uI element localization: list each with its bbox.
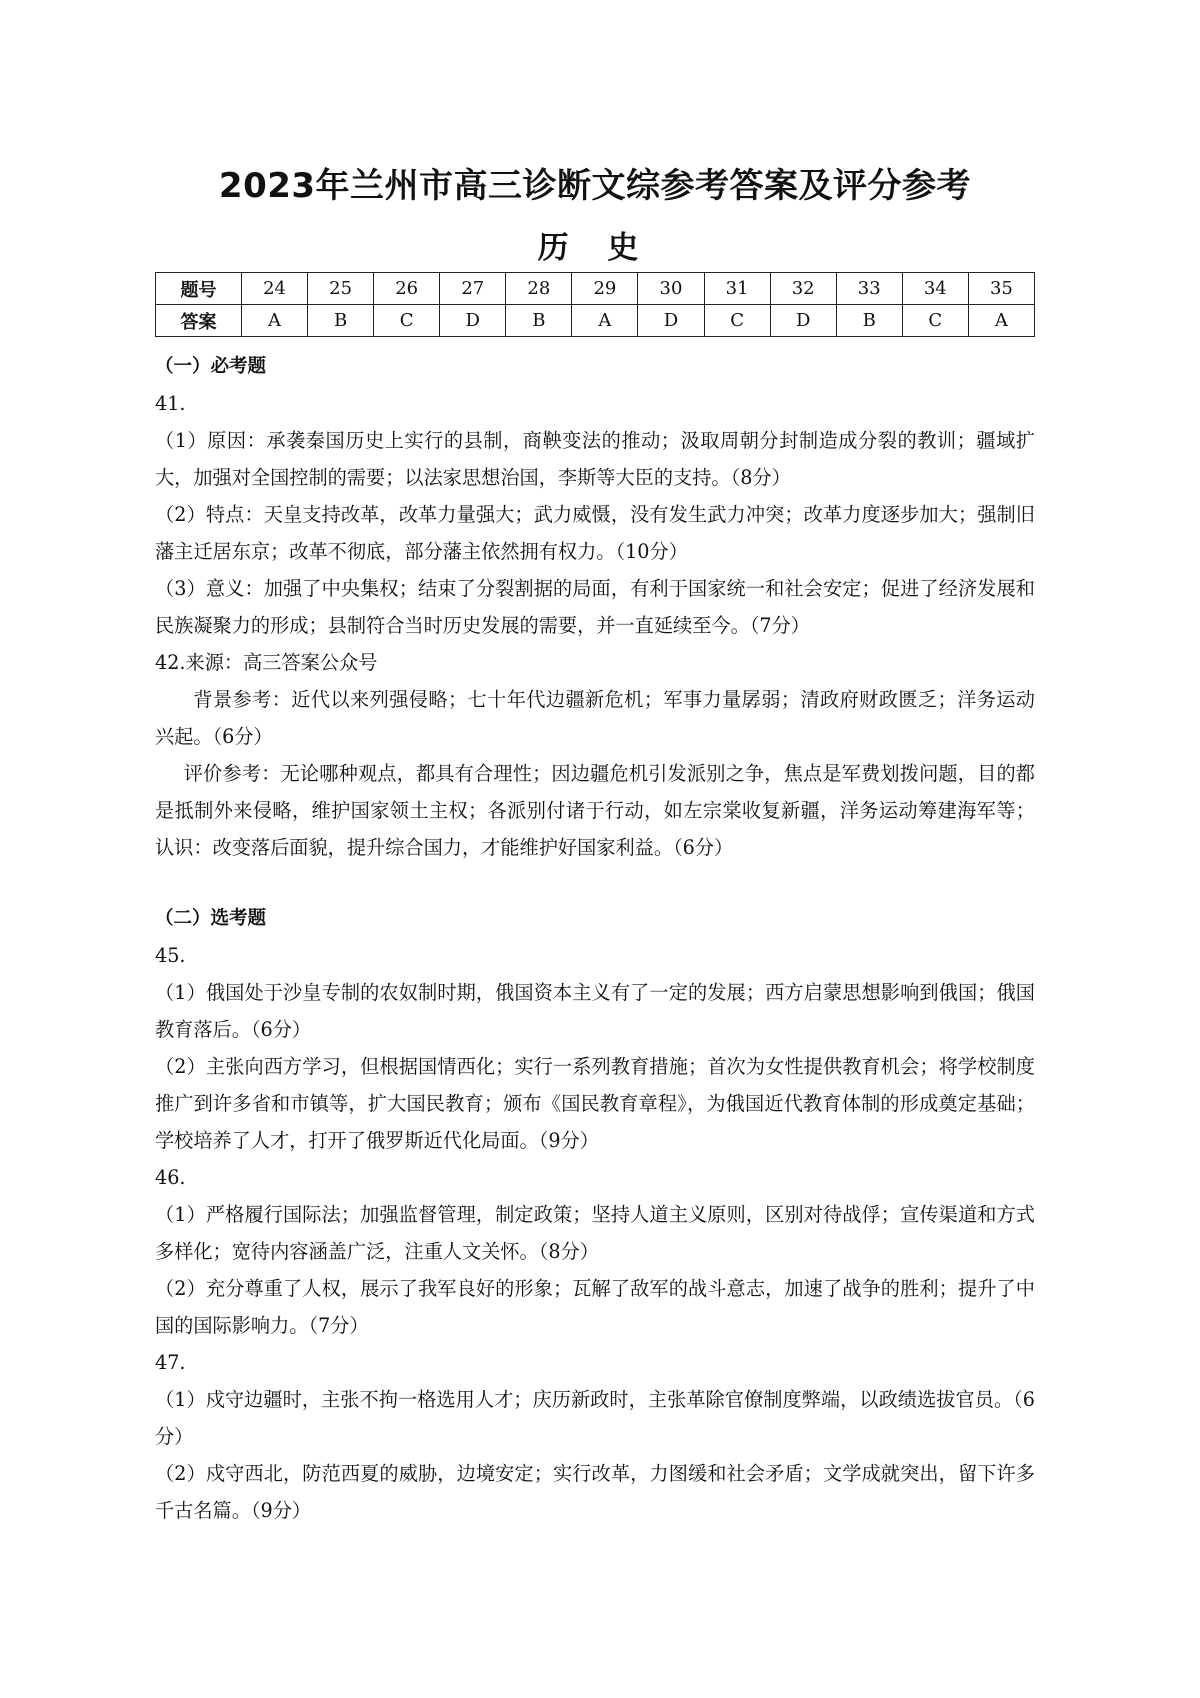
answer-cell: D — [638, 305, 704, 337]
answer-cell: B — [836, 305, 902, 337]
question-number-cell: 31 — [704, 273, 770, 305]
question-number-cell: 24 — [242, 273, 308, 305]
answer-cell: A — [572, 305, 638, 337]
question-number-cell: 26 — [374, 273, 440, 305]
answer-cell: C — [374, 305, 440, 337]
question-number-cell: 28 — [506, 273, 572, 305]
answer-cell: D — [770, 305, 836, 337]
row-label-number: 题号 — [156, 273, 242, 305]
question-number-cell: 25 — [308, 273, 374, 305]
q41-answer-1: （1）原因：承袭秦国历史上实行的县制，商鞅变法的推动；汲取周朝分封制造成分裂的教训；疆域扩大，加强对全国控制的需要；以法家思想治国，李斯等大臣的支持。（8分） — [155, 429, 1035, 489]
question-number-cell: 29 — [572, 273, 638, 305]
question-number-cell: 27 — [440, 273, 506, 305]
question-number-45: 45. — [155, 944, 186, 967]
answer-cell: C — [704, 305, 770, 337]
q41-answer-2: （2）特点：天皇支持改革，改革力量强大；武力威慑，没有发生武力冲突；改革力度逐步加大；强制旧藩主迁居东京；改革不彻底，部分藩主依然拥有权力。（10分） — [155, 503, 1035, 563]
q47-answer-1: （1）戍守边疆时，主张不拘一格选用人才；庆历新政时，主张革除官僚制度弊端，以政绩选拔官员。（6分） — [155, 1388, 1035, 1448]
page-title: 2023年兰州市高三诊断文综参考答案及评分参考 — [218, 166, 972, 206]
question-number-cell: 33 — [836, 273, 902, 305]
question-number-42: 42.来源：高三答案公众号 — [155, 651, 378, 674]
question-number-46: 46. — [155, 1166, 186, 1189]
question-number-41: 41. — [155, 392, 186, 415]
answer-cell: B — [308, 305, 374, 337]
q47-answer-2: （2）戍守西北，防范西夏的威胁，边境安定；实行改革，力图缓和社会矛盾；文学成就突出，留下许多千古名篇。（9分） — [155, 1462, 1035, 1522]
answer-cell: B — [506, 305, 572, 337]
section-heading-optional: （二）选考题 — [155, 908, 267, 929]
q41-answer-3: （3）意义：加强了中央集权；结束了分裂割据的局面，有利于国家统一和社会安定；促进了经济发展和民族凝聚力的形成；县制符合当时历史发展的需要，并一直延续至今。（7分） — [155, 577, 1035, 637]
q45-answer-2: （2）主张向西方学习，但根据国情西化；实行一系列教育措施；首次为女性提供教育机会；将学校制度推广到许多省和市镇等，扩大国民教育；颁布《国民教育章程》，为俄国近代教育体制的形成奠定基础；学校培养了人才，打开了俄罗斯近代化局面。（9分） — [155, 1055, 1035, 1152]
answer-content — [155, 348, 1035, 1529]
question-number-cell: 30 — [638, 273, 704, 305]
section-heading-required: （一）必考题 — [155, 356, 267, 377]
answer-cell: D — [440, 305, 506, 337]
answer-table — [155, 272, 1035, 337]
q42-background: 背景参考：近代以来列强侵略；七十年代边疆新危机；军事力量孱弱；清政府财政匮乏；洋务运动兴起。（6分） — [155, 688, 1035, 748]
question-number-cell: 32 — [770, 273, 836, 305]
question-number-cell: 34 — [902, 273, 968, 305]
answer-cell: A — [968, 305, 1034, 337]
question-number-cell: 35 — [968, 273, 1034, 305]
section-spacer — [155, 866, 1035, 900]
answer-row — [156, 305, 1035, 337]
q46-answer-1: （1）严格履行国际法；加强监督管理，制定政策；坚持人道主义原则，区别对待战俘；宣传渠道和方式多样化；宽待内容涵盖广泛，注重人文关怀。（8分） — [155, 1203, 1035, 1263]
q42-evaluation: 评价参考：无论哪种观点，都具有合理性；因边疆危机引发派别之争，焦点是军费划拨问题，目的都是抵制外来侵略，维护国家领土主权；各派别付诸于行动，如左宗棠收复新疆，洋务运动筹建海军等；认识：改变落后面貌，提升综合国力，才能维护好国家利益。（6分） — [155, 762, 1035, 859]
question-number-row — [156, 273, 1035, 305]
answer-cell: C — [902, 305, 968, 337]
subject-title: 历 史 — [537, 230, 653, 266]
answer-cell: A — [242, 305, 308, 337]
question-number-47: 47. — [155, 1351, 186, 1374]
q45-answer-1: （1）俄国处于沙皇专制的农奴制时期，俄国资本主义有了一定的发展；西方启蒙思想影响到俄国；俄国教育落后。（6分） — [155, 981, 1035, 1041]
row-label-answer: 答案 — [156, 305, 242, 337]
q46-answer-2: （2）充分尊重了人权，展示了我军良好的形象；瓦解了敌军的战斗意志，加速了战争的胜利；提升了中国的国际影响力。（7分） — [155, 1277, 1035, 1337]
